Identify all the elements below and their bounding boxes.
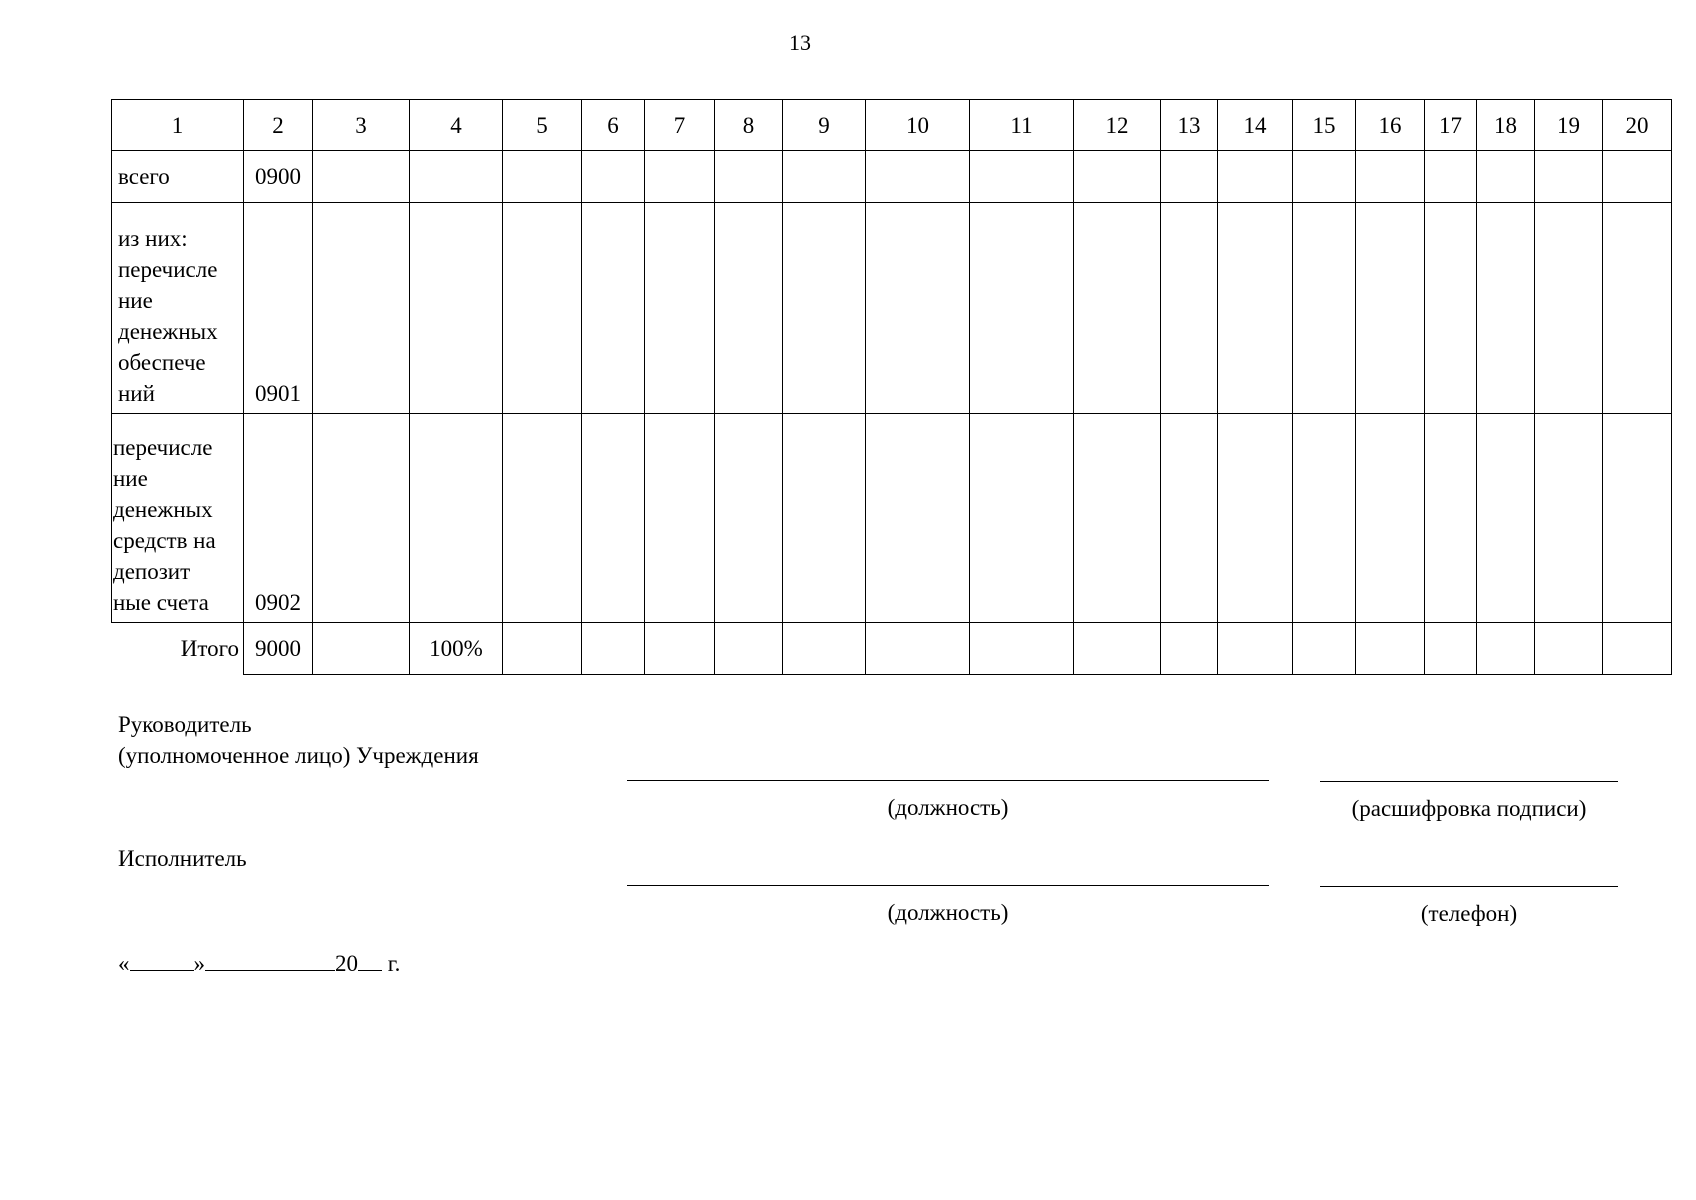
year-blank <box>358 950 382 971</box>
table-cell <box>866 623 970 675</box>
column-number: 20 <box>1603 100 1672 151</box>
table-cell <box>783 203 866 414</box>
executor-phone-caption: (телефон) <box>1420 901 1518 926</box>
table-cell <box>1356 203 1425 414</box>
row-code: 0901 <box>244 203 313 414</box>
head-position-caption: (должность) <box>887 795 1009 820</box>
table-cell <box>1356 151 1425 203</box>
table-cell <box>410 151 503 203</box>
table-cell <box>410 203 503 414</box>
table-cell <box>1161 203 1218 414</box>
row-label: всего <box>112 151 244 203</box>
date-close-quote: » <box>193 951 205 976</box>
row-code: 0900 <box>244 151 313 203</box>
table-cell <box>582 151 645 203</box>
column-number: 11 <box>970 100 1074 151</box>
table-cell <box>1161 414 1218 623</box>
executor-label: Исполнитель <box>118 846 247 871</box>
table-cell <box>503 623 582 675</box>
column-number: 6 <box>582 100 645 151</box>
total-label: Итого <box>112 623 244 675</box>
column-number: 9 <box>783 100 866 151</box>
table-cell <box>866 203 970 414</box>
head-decoding-line <box>1320 781 1618 782</box>
table-cell <box>645 623 715 675</box>
head-subtitle: (уполномоченное лицо) Учреждения <box>118 743 479 768</box>
total-percent: 100% <box>410 623 503 675</box>
column-number: 12 <box>1074 100 1161 151</box>
year-suffix: г. <box>387 951 401 976</box>
table-cell <box>1218 151 1293 203</box>
table-cell <box>866 414 970 623</box>
table-cell <box>1477 414 1535 623</box>
executor-phone-line <box>1320 886 1618 887</box>
year-prefix: 20 <box>335 951 358 976</box>
month-blank <box>205 950 335 971</box>
table-cell <box>582 203 645 414</box>
table-cell <box>970 623 1074 675</box>
column-number: 14 <box>1218 100 1293 151</box>
table-cell <box>313 623 410 675</box>
table-cell <box>645 203 715 414</box>
head-position-line <box>627 780 1269 781</box>
table-cell <box>1603 414 1672 623</box>
table-cell <box>313 203 410 414</box>
table-cell <box>1477 623 1535 675</box>
table-cell <box>1218 623 1293 675</box>
table-cell <box>1425 414 1477 623</box>
table-cell <box>1603 623 1672 675</box>
table-cell <box>1535 414 1603 623</box>
row-label: из них: перечисле ние денежных обеспече ний <box>112 203 244 414</box>
table-cell <box>715 623 783 675</box>
table-cell <box>1603 151 1672 203</box>
table-cell <box>1161 623 1218 675</box>
head-decoding-caption: (расшифровка подписи) <box>1351 796 1587 821</box>
table-cell <box>1293 414 1356 623</box>
column-number: 1 <box>112 100 244 151</box>
executor-position-caption: (должность) <box>887 900 1009 925</box>
table-cell <box>1074 623 1161 675</box>
column-number: 19 <box>1535 100 1603 151</box>
table-cell <box>715 151 783 203</box>
table-cell <box>582 414 645 623</box>
table-cell <box>1477 151 1535 203</box>
table-cell <box>1603 203 1672 414</box>
table-cell <box>1293 623 1356 675</box>
table-cell <box>1535 151 1603 203</box>
table-cell <box>783 623 866 675</box>
table-cell <box>1356 414 1425 623</box>
table-cell <box>1425 203 1477 414</box>
table-cell <box>1074 414 1161 623</box>
table-cell <box>1293 151 1356 203</box>
date-line <box>118 950 400 977</box>
table-cell <box>1218 414 1293 623</box>
column-number: 15 <box>1293 100 1356 151</box>
table-row <box>112 414 1672 623</box>
table-cell <box>866 151 970 203</box>
page-number: 13 <box>789 30 811 55</box>
table-cell <box>1535 203 1603 414</box>
table-cell <box>1161 151 1218 203</box>
table-cell <box>582 623 645 675</box>
column-number: 10 <box>866 100 970 151</box>
total-code: 9000 <box>244 623 313 675</box>
column-number: 7 <box>645 100 715 151</box>
column-number: 18 <box>1477 100 1535 151</box>
column-number: 13 <box>1161 100 1218 151</box>
table-row <box>112 203 1672 414</box>
table-cell <box>1356 623 1425 675</box>
report-table <box>111 99 1672 675</box>
table-cell <box>970 414 1074 623</box>
column-number: 16 <box>1356 100 1425 151</box>
table-cell <box>715 414 783 623</box>
row-label: перечисле ние денежных средств на депозит ные счета <box>112 414 244 623</box>
table-cell <box>970 151 1074 203</box>
table-cell <box>783 414 866 623</box>
table-cell <box>645 151 715 203</box>
table-cell <box>1477 203 1535 414</box>
row-code: 0902 <box>244 414 313 623</box>
table-cell <box>1293 203 1356 414</box>
table-cell <box>1425 623 1477 675</box>
column-number: 8 <box>715 100 783 151</box>
column-number: 2 <box>244 100 313 151</box>
day-blank <box>130 950 194 971</box>
table-cell <box>410 414 503 623</box>
table-cell <box>645 414 715 623</box>
table-cell <box>313 414 410 623</box>
table-header-row <box>112 100 1672 151</box>
total-row <box>112 623 1672 675</box>
column-number: 17 <box>1425 100 1477 151</box>
table-cell <box>1425 151 1477 203</box>
column-number: 3 <box>313 100 410 151</box>
table-cell <box>503 151 582 203</box>
date-open-quote: « <box>118 951 130 976</box>
table-cell <box>1218 203 1293 414</box>
table-cell <box>1074 203 1161 414</box>
table-cell <box>970 203 1074 414</box>
column-number: 5 <box>503 100 582 151</box>
head-title: Руководитель <box>118 712 252 737</box>
table-cell <box>715 203 783 414</box>
table-cell <box>503 203 582 414</box>
table-cell <box>1535 623 1603 675</box>
table-cell <box>1074 151 1161 203</box>
column-number: 4 <box>410 100 503 151</box>
executor-position-line <box>627 885 1269 886</box>
table-cell <box>503 414 582 623</box>
table-cell <box>783 151 866 203</box>
table-row <box>112 151 1672 203</box>
table-cell <box>313 151 410 203</box>
